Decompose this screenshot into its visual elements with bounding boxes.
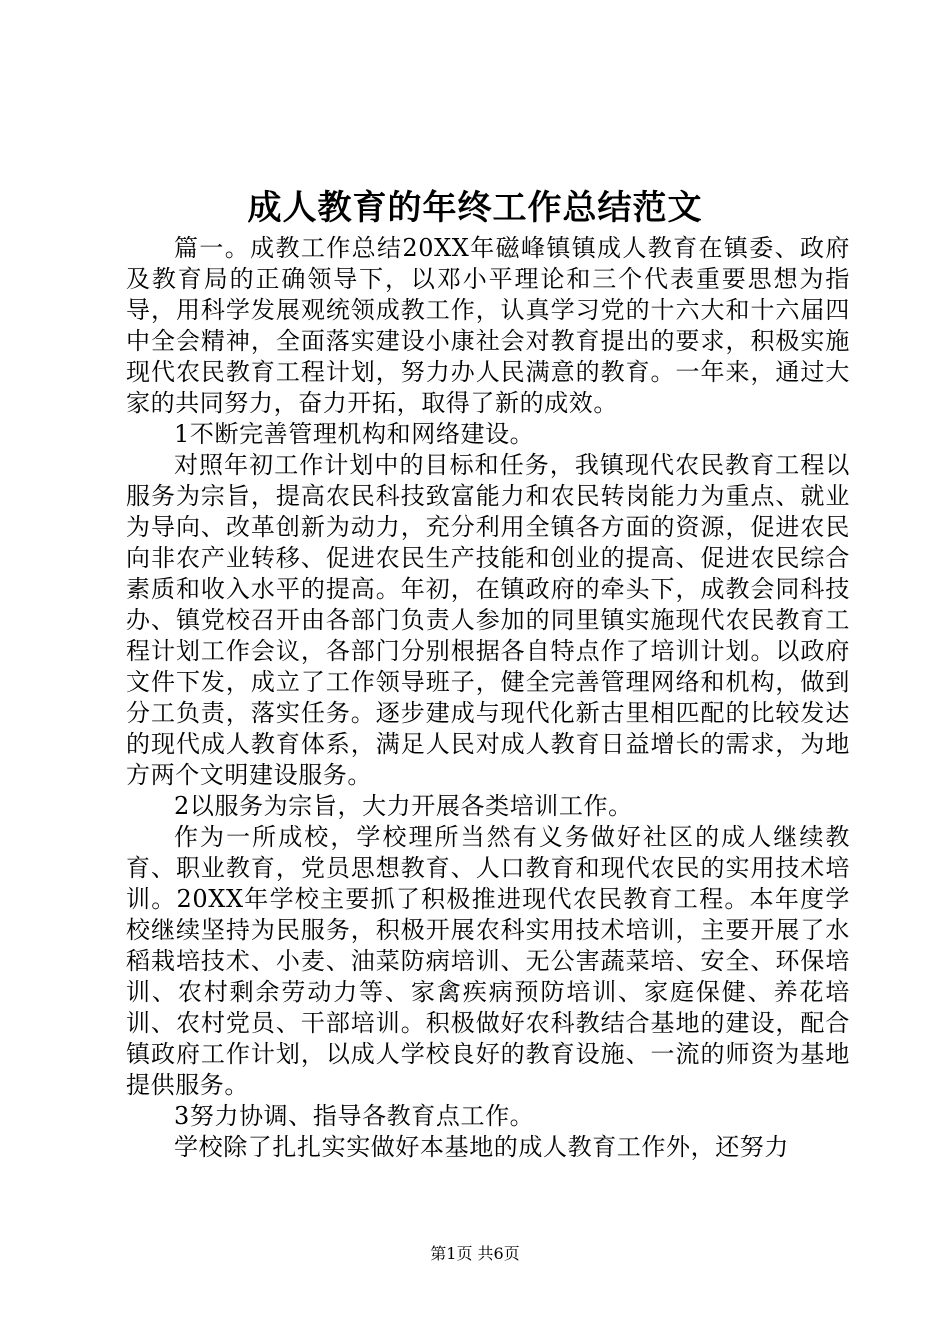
paragraph-section-1: 对照年初工作计划中的目标和任务，我镇现代农民教育工程以服务为宗旨，提高农民科技致富能力和农民转岗能力为重点、就业为导向、改革创新为动力，充分利用全镇各方面的资源，促进农民向非农产业转移、促进农民生产技能和创业的提高、促进农民综合素质和收入水平的提高。年初，在镇政府的牵头下，成教会同科技办、镇党校召开由各部门负责人参加的同里镇实施现代农民教育工程计划工作会议，各部门分别根据各自特点作了培训计划。以政府文件下发，成立了工作领导班子，健全完善管理网络和机构，做到分工负责，落实任务。逐步建成与现代化新古里相匹配的比较发达的现代成人教育体系，满足人民对成人教育日益增长的需求，为地方两个文明建设服务。 xyxy=(126,451,850,789)
paragraph-intro: 篇一。成教工作总结20XX年磁峰镇镇成人教育在镇委、政府及教育局的正确领导下，以邓小平理论和三个代表重要思想为指导，用科学发展观统领成教工作，认真学习党的十六大和十六届四中全会精神，全面落实建设小康社会对教育提出的要求，积极实施现代农民教育工程计划，努力办人民满意的教育。一年来，通过大家的共同努力，奋力开拓，取得了新的成效。 xyxy=(126,234,850,417)
section-heading-1: 1不断完善管理机构和网络建设。 xyxy=(174,420,535,448)
section-heading-3: 3努力协调、指导各教育点工作。 xyxy=(174,1102,535,1130)
page-number-footer: 第1页 共6页 xyxy=(430,1244,520,1263)
document-body xyxy=(126,233,850,1163)
document-title: 成人教育的年终工作总结范文 xyxy=(247,188,703,228)
paragraph-section-2: 作为一所成校，学校理所当然有义务做好社区的成人继续教育、职业教育，党员思想教育、人口教育和现代农民的实用技术培训。20XX年学校主要抓了积极推进现代农民教育工程。本年度学校继续坚持为民服务，积极开展农科实用技术培训，主要开展了水稻栽培技术、小麦、油菜防病培训、无公害蔬菜培、安全、环保培训、农村剩余劳动力等、家禽疾病预防培训、家庭保健、养花培训、农村党员、干部培训。积极做好农科教结合基地的建设，配合镇政府工作计划，以成人学校良好的教育设施、一流的师资为基地提供服务。 xyxy=(126,823,850,1099)
section-heading-2: 2以服务为宗旨，大力开展各类培训工作。 xyxy=(174,792,633,820)
paragraph-section-3: 学校除了扎扎实实做好本基地的成人教育工作外，还努力 xyxy=(174,1133,789,1161)
